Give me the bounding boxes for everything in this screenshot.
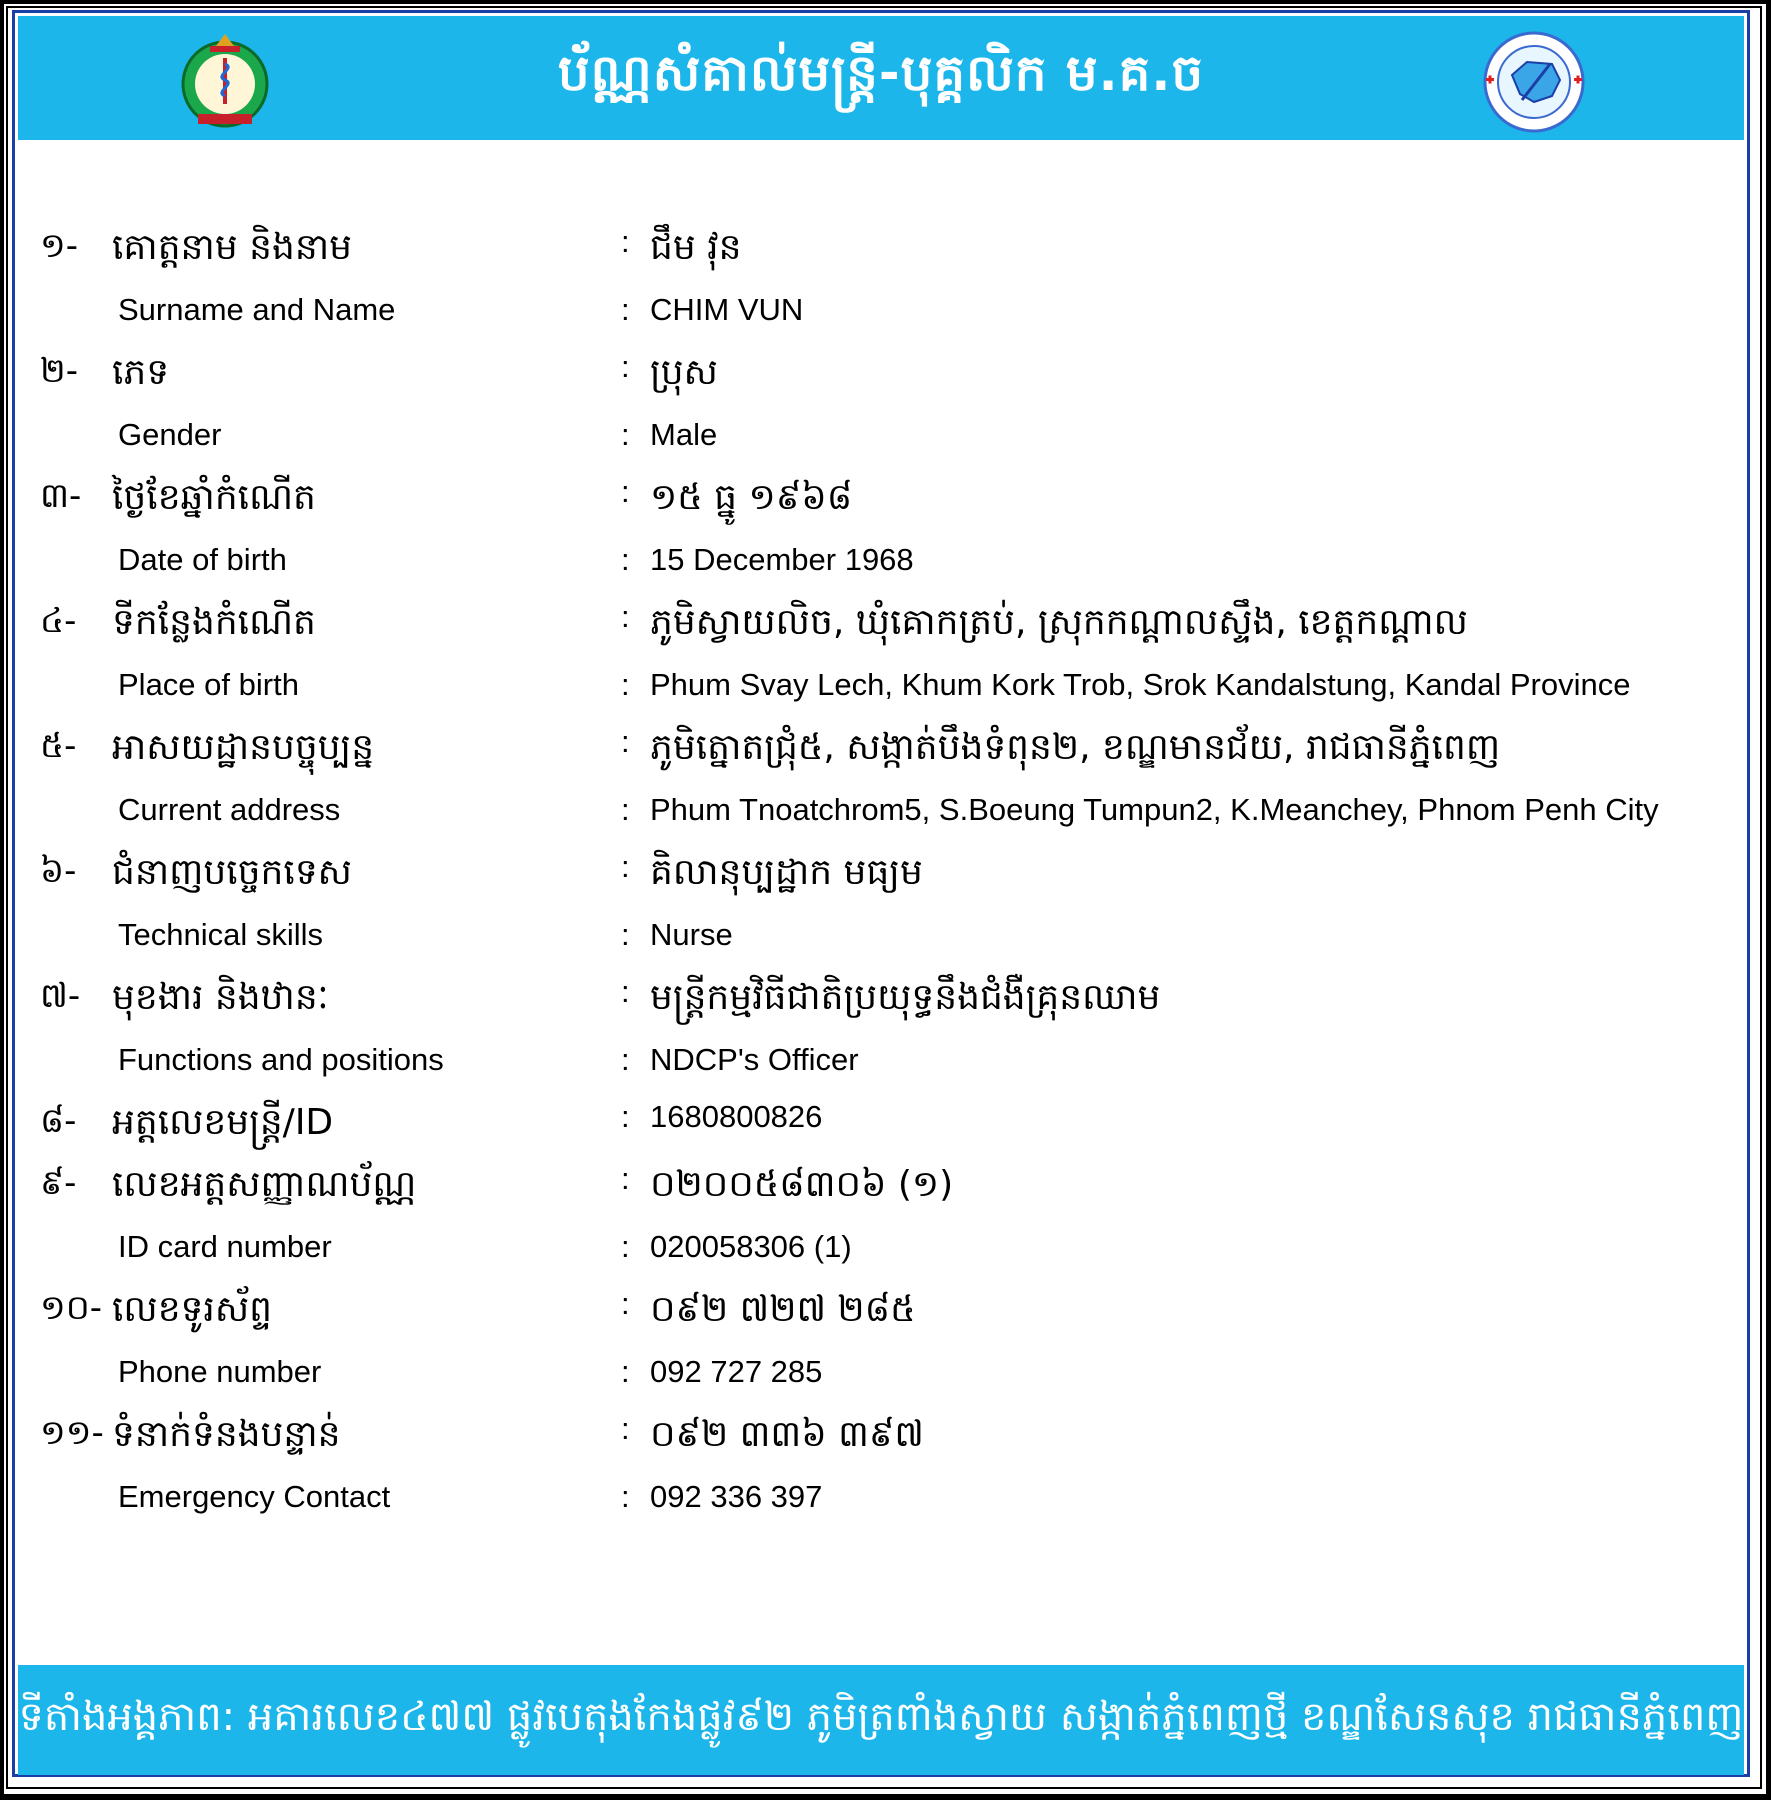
colon: : bbox=[621, 224, 630, 259]
colon: : bbox=[621, 1411, 630, 1446]
field-label-km: មុខងារ និងឋានៈ bbox=[112, 977, 329, 1018]
field-label-en: Current address bbox=[118, 792, 341, 827]
field-label-km: ភេទ bbox=[112, 352, 170, 393]
colon: : bbox=[621, 917, 630, 952]
colon: : bbox=[621, 1042, 630, 1077]
field-emergency-km bbox=[0, 1411, 1771, 1459]
field-label-en: Functions and positions bbox=[118, 1042, 444, 1077]
field-label-en: ID card number bbox=[118, 1229, 332, 1264]
field-value-km: ភូមិស្វាយលិច, ឃុំគោកត្រប់, ស្រុកកណ្តាលស្ទឹង, ខេត្តកណ្តាល bbox=[650, 602, 1468, 643]
field-number: ៧- bbox=[40, 976, 81, 1016]
field-position-en bbox=[0, 1042, 1771, 1090]
field-label-km: ទំនាក់ទំនងបន្ទាន់ bbox=[112, 1414, 341, 1455]
colon: : bbox=[621, 1286, 630, 1321]
field-value-km: ប្រុស bbox=[650, 352, 718, 393]
field-value-en: 020058306 (1) bbox=[650, 1229, 852, 1264]
colon: : bbox=[621, 849, 630, 884]
field-skills-km bbox=[0, 849, 1771, 897]
field-phone-km bbox=[0, 1286, 1771, 1334]
field-value-km: ភូមិត្នោតជ្រុំ៥, សង្កាត់បឹងទំពុន២, ខណ្ឌមានជ័យ, រាជធានីភ្នំពេញ bbox=[650, 727, 1501, 768]
field-number: ៨- bbox=[40, 1101, 77, 1141]
field-label-en: Place of birth bbox=[118, 667, 299, 702]
colon: : bbox=[621, 1161, 630, 1196]
field-label-en: Date of birth bbox=[118, 542, 287, 577]
colon: : bbox=[621, 292, 630, 327]
field-label-en: Gender bbox=[118, 417, 222, 452]
field-label-km: លេខទូរស័ព្ទ bbox=[112, 1289, 272, 1330]
field-pob-km bbox=[0, 599, 1771, 647]
field-value-km: ០៩២ ៣៣៦ ៣៩៧ bbox=[650, 1414, 924, 1455]
field-label-km: គោត្តនាម និងនាម bbox=[112, 227, 352, 268]
field-value-en: Phum Tnoatchrom5, S.Boeung Tumpun2, K.Meanchey, Phnom Penh City bbox=[650, 792, 1659, 827]
field-label-km: អាសយដ្ឋានបច្ចុប្បន្ន bbox=[112, 727, 375, 768]
field-idcard-en bbox=[0, 1229, 1771, 1277]
footer-band bbox=[18, 1665, 1744, 1775]
field-value-en: CHIM VUN bbox=[650, 292, 804, 327]
field-dob-km bbox=[0, 474, 1771, 522]
colon: : bbox=[621, 542, 630, 577]
field-label-km: ថ្ងៃខែឆ្នាំកំណើត bbox=[112, 477, 316, 518]
field-value-km: គិលានុប្បដ្ឋាក មធ្យម bbox=[650, 852, 923, 893]
field-name-km bbox=[0, 224, 1771, 272]
field-label-en: Emergency Contact bbox=[118, 1479, 391, 1514]
colon: : bbox=[621, 599, 630, 634]
colon: : bbox=[621, 1229, 630, 1264]
field-number: ៥- bbox=[40, 726, 77, 766]
field-number: ៤- bbox=[40, 601, 77, 641]
office-address: ទីតាំងអង្គភាព: អគារលេខ៤៧៧ ផ្លូវបេតុងកែងផ្លូវ៩២ ភូមិត្រពាំងស្វាយ សង្កាត់ភ្នំពេញថ្មី ខណ្ឌសែនសុខ រាជធានីភ្នំពេញ bbox=[18, 1693, 1744, 1740]
field-address-en bbox=[0, 792, 1771, 840]
field-gender-km bbox=[0, 349, 1771, 397]
field-idcard-km bbox=[0, 1161, 1771, 1209]
field-number: ៦- bbox=[40, 851, 77, 891]
field-value-km: ០២០០៥៨៣០៦ (១) bbox=[650, 1164, 954, 1205]
field-value-km: ជឹម វុន bbox=[650, 227, 742, 268]
field-value-en: Nurse bbox=[650, 917, 733, 952]
field-number: ៩- bbox=[40, 1163, 77, 1203]
colon: : bbox=[621, 1479, 630, 1514]
field-officer-id bbox=[0, 1099, 1771, 1147]
field-label-km: ទីកន្លែងកំណើត bbox=[112, 602, 316, 643]
colon: : bbox=[621, 667, 630, 702]
field-value-en: NDCP's Officer bbox=[650, 1042, 859, 1077]
field-skills-en bbox=[0, 917, 1771, 965]
field-emergency-en bbox=[0, 1479, 1771, 1527]
card-title: ប័ណ្ណសំគាល់មន្ត្រី-បុគ្គលិក ម.គ.ច bbox=[557, 43, 1205, 102]
field-phone-en bbox=[0, 1354, 1771, 1402]
colon: : bbox=[621, 1099, 630, 1134]
field-value-id: 1680800826 bbox=[650, 1099, 823, 1134]
colon: : bbox=[621, 724, 630, 759]
field-number: ១១- bbox=[40, 1413, 104, 1453]
colon: : bbox=[621, 417, 630, 452]
colon: : bbox=[621, 1354, 630, 1389]
colon: : bbox=[621, 349, 630, 384]
field-label-en: Technical skills bbox=[118, 917, 324, 952]
field-label-en: Surname and Name bbox=[118, 292, 396, 327]
field-name-en bbox=[0, 292, 1771, 340]
field-gender-en bbox=[0, 417, 1771, 465]
field-position-km bbox=[0, 974, 1771, 1022]
field-dob-en bbox=[0, 542, 1771, 590]
field-number: ២- bbox=[40, 351, 79, 391]
field-label-en: Phone number bbox=[118, 1354, 322, 1389]
colon: : bbox=[621, 974, 630, 1009]
field-label-km: ជំនាញបច្ចេកទេស bbox=[112, 852, 352, 893]
field-address-km bbox=[0, 724, 1771, 772]
field-number: ១០- bbox=[40, 1288, 103, 1328]
field-value-en: 092 336 397 bbox=[650, 1479, 823, 1514]
field-value-en: Phum Svay Lech, Khum Kork Trob, Srok Kandalstung, Kandal Province bbox=[650, 667, 1631, 702]
field-label-km: អត្តលេខមន្ត្រី/ID bbox=[112, 1102, 334, 1143]
field-value-en: 15 December 1968 bbox=[650, 542, 914, 577]
field-value-km: ១៥ ធ្នូ ១៩៦៨ bbox=[650, 477, 853, 518]
field-pob-en bbox=[0, 667, 1771, 715]
field-number: ៣- bbox=[40, 476, 82, 516]
field-value-en: Male bbox=[650, 417, 718, 452]
colon: : bbox=[621, 474, 630, 509]
field-label-km: លេខអត្តសញ្ញាណប័ណ្ណ bbox=[112, 1164, 417, 1205]
field-value-en: 092 727 285 bbox=[650, 1354, 823, 1389]
field-number: ១- bbox=[40, 226, 79, 266]
colon: : bbox=[621, 792, 630, 827]
field-value-km: មន្ត្រីកម្មវិធីជាតិប្រយុទ្ធនឹងជំងឺគ្រុនឈាម bbox=[650, 977, 1161, 1018]
field-value-km: ០៩២ ៧២៧ ២៨៥ bbox=[650, 1289, 916, 1330]
